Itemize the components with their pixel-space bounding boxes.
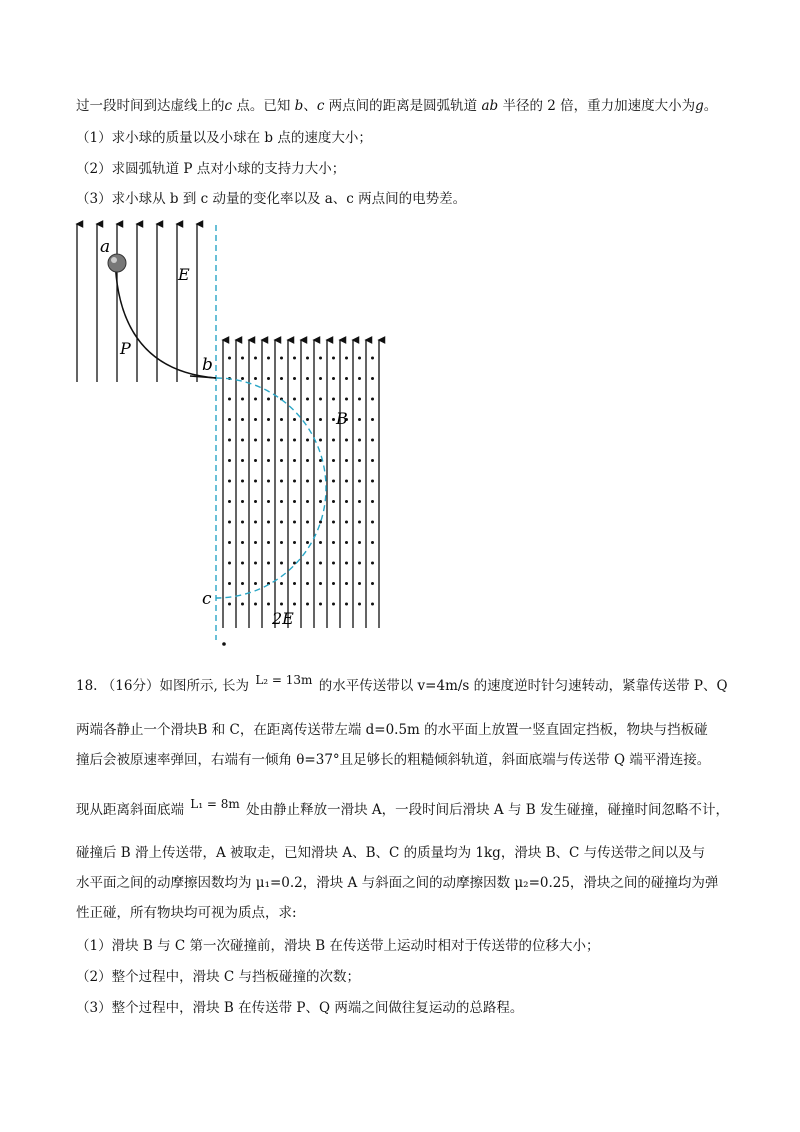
field-dot — [306, 377, 309, 380]
q18-formula-L2: L₂ = 13m — [255, 673, 313, 687]
field-dot — [228, 582, 231, 585]
field-dot — [293, 521, 296, 524]
field-dot — [319, 398, 322, 401]
bottom-mark — [222, 642, 226, 646]
q18-line-2: 两端各静止一个滑块B 和 C，在距离传送带左端 d=0.5m 的水平面上放置一竖直固定挡板，物块与挡板碰 — [76, 722, 708, 738]
field-dot — [371, 480, 374, 483]
field-dot — [358, 439, 361, 442]
field-dot — [358, 459, 361, 462]
field-dot — [254, 357, 257, 360]
field-dot — [345, 500, 348, 503]
field-dot — [345, 480, 348, 483]
field-dot — [358, 582, 361, 585]
field-dot — [332, 377, 335, 380]
q18-text-1b: 的水平传送带以 v=4m/s 的速度逆时针匀速转动，紧靠传送带 P、Q — [318, 678, 728, 694]
field-dot — [319, 582, 322, 585]
field-dot — [345, 521, 348, 524]
q17-var-c: c — [224, 98, 233, 114]
field-dot — [371, 562, 374, 565]
field-dot — [306, 500, 309, 503]
field-dot — [228, 398, 231, 401]
field-dot — [241, 480, 244, 483]
q17-var-g: g — [695, 98, 704, 114]
q18-line-1 — [76, 673, 728, 696]
upper-field-lines — [77, 224, 197, 382]
field-dot — [254, 603, 257, 606]
field-dot — [228, 562, 231, 565]
field-dot — [371, 439, 374, 442]
field-dot — [293, 418, 296, 421]
field-dot — [371, 398, 374, 401]
field-dot — [280, 541, 283, 544]
field-dot — [371, 459, 374, 462]
q18-subquestion-2: （2）整个过程中，滑块 C 与挡板碰撞的次数； — [76, 969, 361, 985]
ball-highlight — [111, 257, 117, 263]
field-dot — [280, 521, 283, 524]
q18-line-4 — [76, 797, 729, 820]
field-dot — [306, 439, 309, 442]
field-dot — [371, 377, 374, 380]
field-dot — [267, 398, 270, 401]
field-dot — [228, 418, 231, 421]
field-dot — [358, 398, 361, 401]
field-dot — [241, 357, 244, 360]
label-a: a — [100, 237, 111, 257]
q18-subquestion-1: （1）滑块 B 与 C 第一次碰撞前，滑块 B 在传送带上运动时相对于传送带的位移大小； — [76, 938, 600, 954]
field-dot — [228, 521, 231, 524]
field-dot — [332, 541, 335, 544]
field-dot — [371, 357, 374, 360]
field-dot — [371, 603, 374, 606]
field-dot — [241, 582, 244, 585]
field-dot — [371, 418, 374, 421]
q17-var-b: b — [294, 98, 304, 114]
field-dot — [280, 377, 283, 380]
field-dot — [254, 521, 257, 524]
field-dot — [228, 541, 231, 544]
track-end — [190, 376, 216, 378]
q17-intro-text-d: 两点间的距离是圆弧轨道 — [324, 98, 478, 114]
q17-intro-line — [76, 96, 717, 116]
field-dot — [280, 418, 283, 421]
field-dot — [358, 418, 361, 421]
field-dot — [241, 377, 244, 380]
field-dot — [306, 418, 309, 421]
field-dot — [280, 562, 283, 565]
field-dot — [267, 541, 270, 544]
field-dot — [332, 459, 335, 462]
field-dot — [254, 541, 257, 544]
field-dot — [241, 500, 244, 503]
field-dot — [345, 582, 348, 585]
field-dot — [306, 562, 309, 565]
field-dot — [345, 439, 348, 442]
field-dot — [293, 377, 296, 380]
field-dot — [280, 357, 283, 360]
q18-text-1a: 18. （16分）如图所示, 长为 — [76, 678, 250, 694]
field-dot — [293, 582, 296, 585]
field-dot — [228, 603, 231, 606]
field-dot — [267, 439, 270, 442]
field-dot — [319, 603, 322, 606]
field-dot — [358, 541, 361, 544]
field-dot — [254, 459, 257, 462]
field-dot — [345, 541, 348, 544]
field-dot — [267, 480, 270, 483]
field-dot — [358, 521, 361, 524]
field-dot — [254, 582, 257, 585]
field-dot — [267, 459, 270, 462]
field-dot — [345, 398, 348, 401]
field-dot — [319, 439, 322, 442]
field-dot — [267, 521, 270, 524]
dashed-trajectory — [216, 378, 326, 598]
field-dot — [241, 459, 244, 462]
field-dot — [228, 357, 231, 360]
field-dot — [319, 418, 322, 421]
label-c: c — [202, 589, 212, 609]
q18-text-4b: 处由静止释放一滑块 A，一段时间后滑块 A 与 B 发生碰撞，碰撞时间忽略不计， — [246, 802, 729, 818]
field-dot — [306, 480, 309, 483]
field-dot — [228, 439, 231, 442]
field-dot — [319, 480, 322, 483]
field-dot — [228, 500, 231, 503]
field-dot — [267, 357, 270, 360]
field-dot — [358, 500, 361, 503]
field-dot — [280, 439, 283, 442]
field-dot — [241, 521, 244, 524]
field-dot — [306, 459, 309, 462]
field-dot — [319, 357, 322, 360]
field-dot — [293, 541, 296, 544]
q17-sep: 、 — [303, 98, 317, 114]
field-dot — [228, 459, 231, 462]
q18-text-4a: 现从距离斜面底端 — [76, 802, 184, 818]
field-dot — [306, 582, 309, 585]
field-dot — [332, 582, 335, 585]
label-E: E — [178, 265, 190, 284]
q17-var-c2: c — [316, 98, 325, 114]
field-dot — [254, 500, 257, 503]
lower-field-lines — [223, 340, 379, 628]
field-dot — [306, 521, 309, 524]
field-dot — [306, 398, 309, 401]
label-2E: 2E — [272, 609, 294, 628]
field-dot — [319, 541, 322, 544]
field-dot — [332, 562, 335, 565]
q18-line-7: 性正碰，所有物块均可视为质点，求: — [76, 905, 297, 921]
ball — [108, 254, 126, 272]
field-dot — [345, 562, 348, 565]
field-dot — [332, 357, 335, 360]
field-dot — [254, 398, 257, 401]
q18-subquestion-3: （3）整个过程中，滑块 B 在传送带 P、Q 两端之间做往复运动的总路程。 — [76, 1000, 524, 1016]
q17-subquestion-2: （2）求圆弧轨道 P 点对小球的支持力大小； — [76, 161, 346, 177]
field-dot — [358, 480, 361, 483]
q17-subquestion-1: （1）求小球的质量以及小球在 b 点的速度大小； — [76, 130, 372, 146]
field-dot — [241, 603, 244, 606]
field-dot — [254, 418, 257, 421]
field-dot — [371, 521, 374, 524]
q17-intro-text-a: 过一段时间到达虚线上的 — [76, 98, 225, 114]
field-dot — [319, 500, 322, 503]
field-dot — [371, 541, 374, 544]
field-dot — [293, 439, 296, 442]
field-dot — [332, 521, 335, 524]
field-dot — [319, 377, 322, 380]
field-dot — [241, 541, 244, 544]
field-dot — [280, 603, 283, 606]
field-dot — [267, 603, 270, 606]
field-dot — [332, 480, 335, 483]
q18-formula-L1: L₁ = 8m — [190, 797, 240, 811]
field-dot — [254, 562, 257, 565]
field-dot — [345, 357, 348, 360]
field-dot — [293, 500, 296, 503]
q17-var-ab: ab — [481, 98, 499, 114]
field-dot — [254, 439, 257, 442]
field-dot — [345, 603, 348, 606]
field-dot — [228, 480, 231, 483]
field-dot — [371, 582, 374, 585]
field-dot — [293, 603, 296, 606]
field-dot — [332, 418, 335, 421]
field-dot — [306, 357, 309, 360]
label-B: B — [336, 409, 348, 428]
field-dot — [280, 480, 283, 483]
field-dot — [267, 418, 270, 421]
field-dot — [241, 398, 244, 401]
field-dot — [358, 603, 361, 606]
field-dot — [293, 459, 296, 462]
q17-figure — [0, 210, 800, 650]
q17-intro-text-b: 点。已知 — [232, 98, 291, 114]
field-dot — [280, 459, 283, 462]
field-dot — [267, 562, 270, 565]
field-dot — [306, 603, 309, 606]
q17-subquestion-3: （3）求小球从 b 到 c 动量的变化率以及 a、c 两点间的电势差。 — [76, 191, 467, 207]
field-dot — [267, 500, 270, 503]
field-dot — [345, 459, 348, 462]
field-dot — [267, 377, 270, 380]
label-b: b — [202, 355, 213, 375]
field-dot — [332, 603, 335, 606]
q17-intro-text-e: 半径的 2 倍，重力加速度大小为 — [498, 98, 696, 114]
field-dot — [332, 439, 335, 442]
q18-line-3: 撞后会被原速率弹回，右端有一倾角 θ=37°且足够长的粗糙倾斜轨道，斜面底端与传送带 Q 端平滑连接。 — [76, 752, 711, 768]
field-dot — [358, 357, 361, 360]
field-dot — [254, 480, 257, 483]
label-P: P — [120, 339, 131, 358]
arc-track — [115, 258, 216, 378]
field-dot — [319, 562, 322, 565]
q17-intro-end: 。 — [703, 98, 718, 114]
field-dot — [241, 439, 244, 442]
field-dot — [332, 398, 335, 401]
field-dot — [280, 500, 283, 503]
field-dot — [306, 541, 309, 544]
field-dot — [293, 480, 296, 483]
field-dot — [358, 377, 361, 380]
q18-line-6: 水平面之间的动摩擦因数均为 μ₁=0.2，滑块 A 与斜面之间的动摩擦因数 μ₂=0.25，滑块之间的碰撞均为弹 — [76, 875, 719, 891]
field-dot — [332, 500, 335, 503]
field-dot — [280, 582, 283, 585]
q18-line-5: 碰撞后 B 滑上传送带，A 被取走，已知滑块 A、B、C 的质量均为 1kg，滑块 B、C 与传送带之间以及与 — [76, 845, 706, 861]
field-dot — [241, 562, 244, 565]
field-dot — [293, 398, 296, 401]
field-dot — [358, 562, 361, 565]
field-dot — [345, 377, 348, 380]
field-dot — [371, 500, 374, 503]
field-dot — [254, 377, 257, 380]
field-dot — [293, 357, 296, 360]
field-dot — [241, 418, 244, 421]
